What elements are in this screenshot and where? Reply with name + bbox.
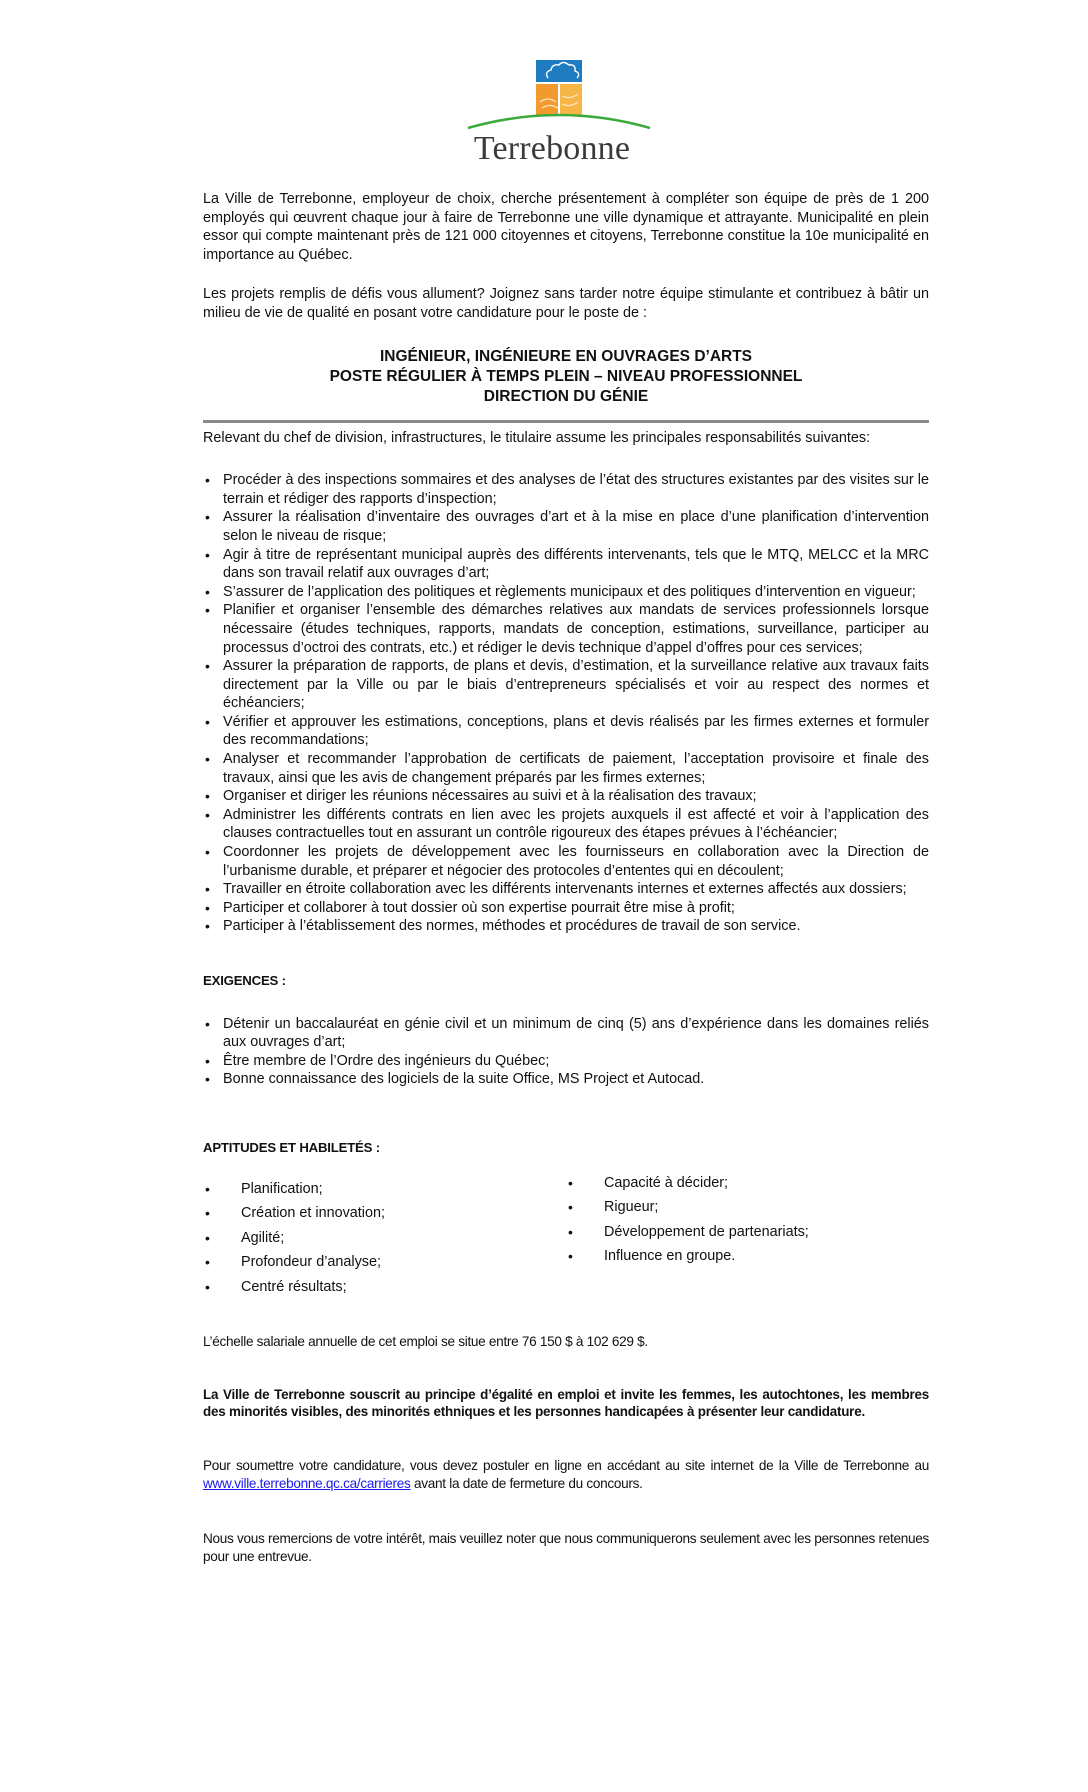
list-item: • Procéder à des inspections sommaires et des analyses de l’état des structures existantes par des visites sur le terrain et rédiger des rapports d’inspection; bbox=[203, 471, 929, 508]
list-item: • Planification; bbox=[203, 1177, 566, 1202]
list-item: • Être membre de l’Ordre des ingénieurs du Québec; bbox=[203, 1052, 929, 1071]
logo-wordmark: Terrebonne bbox=[473, 130, 631, 167]
list-item: • Administrer les différents contrats en lien avec les projets auxquels il est affecté et voir à l’application des clauses contractuelles tout en assurant un contrôle rigoureux des étapes prévues à l’échéancier; bbox=[203, 806, 929, 843]
list-item: • Assurer la préparation de rapports, de plans et devis, d’estimation, et la surveillance relative aux travaux faits directement par la Ville ou par le biais d’entrepreneurs spécialisés et voir au respect des normes et échéanciers; bbox=[203, 657, 929, 713]
skills-columns bbox=[203, 1174, 929, 1300]
list-item: • Planifier et organiser l’ensemble des démarches relatives aux mandats de services professionnels lorsque nécessaire (études techniques, rapports, mandats de conception, estimations, surveillance, participer au processus d’octroi des contrats, etc.) et rédiger le devis technique d’appel d’offres pour ces services; bbox=[203, 601, 929, 657]
list-item: • Agilité; bbox=[203, 1226, 566, 1251]
skills-heading: APTITUDES ET HABILETÉS : bbox=[203, 1139, 380, 1155]
list-item: • S’assurer de l’application des politiques et règlements municipaux et des politiques d’intervention en vigueur; bbox=[203, 583, 929, 602]
list-item: • Rigueur; bbox=[566, 1195, 929, 1220]
responsibilities-intro: Relevant du chef de division, infrastructures, le titulaire assume les principales responsabilités suivantes: bbox=[203, 429, 871, 446]
list-item: • Participer et collaborer à tout dossier où son expertise pourrait être mise à profit; bbox=[203, 899, 929, 918]
list-item: • Analyser et recommander l’approbation de certificats de paiement, l’acceptation provisoire et finale des travaux, ainsi que les avis de changement préparés par les firmes externes; bbox=[203, 750, 929, 787]
horizontal-divider bbox=[203, 420, 929, 423]
list-item: • Détenir un baccalauréat en génie civil et un minimum de cinq (5) ans d’expérience dans les domaines reliés aux ouvrages d’art; bbox=[203, 1015, 929, 1052]
skills-column-left bbox=[203, 1177, 566, 1300]
equality-statement: La Ville de Terrebonne souscrit au principe d’égalité en emploi et invite les femmes, les autochtones, les membres des minorités visibles, des minorités ethniques et les personnes handicapées à présenter leur candidature. bbox=[203, 1386, 929, 1420]
list-item: • Organiser et diriger les réunions nécessaires au suivi et à la réalisation des travaux; bbox=[203, 787, 929, 806]
terrebonne-logo bbox=[452, 58, 652, 173]
intro-paragraph: La Ville de Terrebonne, employeur de choix, cherche présentement à compléter son équipe de près de 1 200 employés qui œuvrent chaque jour à faire de Terrebonne une ville dynamique et attrayante. Municipalité en plein essor qui compte maintenant près de 121 000 citoyennes et citoyens, Terrebonne constitue la 10e municipalité en importance au Québec. bbox=[203, 191, 929, 263]
list-item: • Centré résultats; bbox=[203, 1275, 566, 1300]
list-item: • Coordonner les projets de développement avec les fournisseurs en collaboration avec la Direction de l’urbanisme durable, et préparer et négocier des protocoles d’ententes qui en découlent; bbox=[203, 843, 929, 880]
list-item: • Assurer la réalisation d’inventaire des ouvrages d’art et à la mise en place d’une planification d’intervention selon le niveau de risque; bbox=[203, 508, 929, 545]
list-item: • Agir à titre de représentant municipal auprès des différents intervenants, tels que le MTQ, MELCC et la MRC dans son travail relatif aux ouvrages d’art; bbox=[203, 546, 929, 583]
job-title-line3: DIRECTION DU GÉNIE bbox=[483, 387, 649, 405]
list-item: • Vérifier et approuver les estimations, conceptions, plans et devis réalisés par les firmes externes et formuler des recommandations; bbox=[203, 713, 929, 750]
thanks-note: Nous vous remercions de votre intérêt, mais veuillez noter que nous communiquerons seulement avec les personnes retenues pour une entrevue. bbox=[203, 1530, 929, 1565]
job-title bbox=[203, 347, 929, 407]
list-item: • Capacité à décider; bbox=[566, 1171, 929, 1196]
requirements-heading: EXIGENCES : bbox=[203, 973, 286, 988]
job-title-line2: POSTE RÉGULIER À TEMPS PLEIN – NIVEAU PROFESSIONNEL bbox=[329, 367, 803, 385]
salary-range: L’échelle salariale annuelle de cet emploi se situe entre 76 150 $ à 102 629 $. bbox=[203, 1334, 648, 1350]
intro-invitation: Les projets remplis de défis vous allument? Joignez sans tarder notre équipe stimulante et contribuez à bâtir un milieu de vie de qualité en posant votre candidature pour le poste de : bbox=[203, 286, 929, 321]
list-item: • Développement de partenariats; bbox=[566, 1220, 929, 1245]
list-item: • Création et innovation; bbox=[203, 1201, 566, 1226]
skills-column-right bbox=[566, 1171, 929, 1300]
responsibilities-list bbox=[203, 471, 929, 936]
list-item: • Influence en groupe. bbox=[566, 1244, 929, 1269]
apply-instructions: Pour soumettre votre candidature, vous devez postuler en ligne en accédant au site internet de la Ville de Terrebonne au www.ville.terrebonne.qc.ca/carrieres avant la date de fermeture du concours. bbox=[203, 1457, 929, 1492]
list-item: • Profondeur d’analyse; bbox=[203, 1250, 566, 1275]
requirements-list bbox=[203, 1015, 929, 1089]
document-body bbox=[203, 190, 929, 1567]
job-title-line1: INGÉNIEUR, INGÉNIEURE EN OUVRAGES D’ARTS bbox=[379, 347, 753, 365]
city-crest-icon bbox=[452, 58, 652, 130]
list-item: • Travailler en étroite collaboration avec les différents intervenants internes et externes affectés aux dossiers; bbox=[203, 880, 929, 899]
list-item: • Bonne connaissance des logiciels de la suite Office, MS Project et Autocad. bbox=[203, 1070, 929, 1089]
list-item: • Participer à l’établissement des normes, méthodes et procédures de travail de son service. bbox=[203, 917, 929, 936]
careers-link[interactable]: www.ville.terrebonne.qc.ca/carrieres bbox=[203, 1476, 411, 1492]
